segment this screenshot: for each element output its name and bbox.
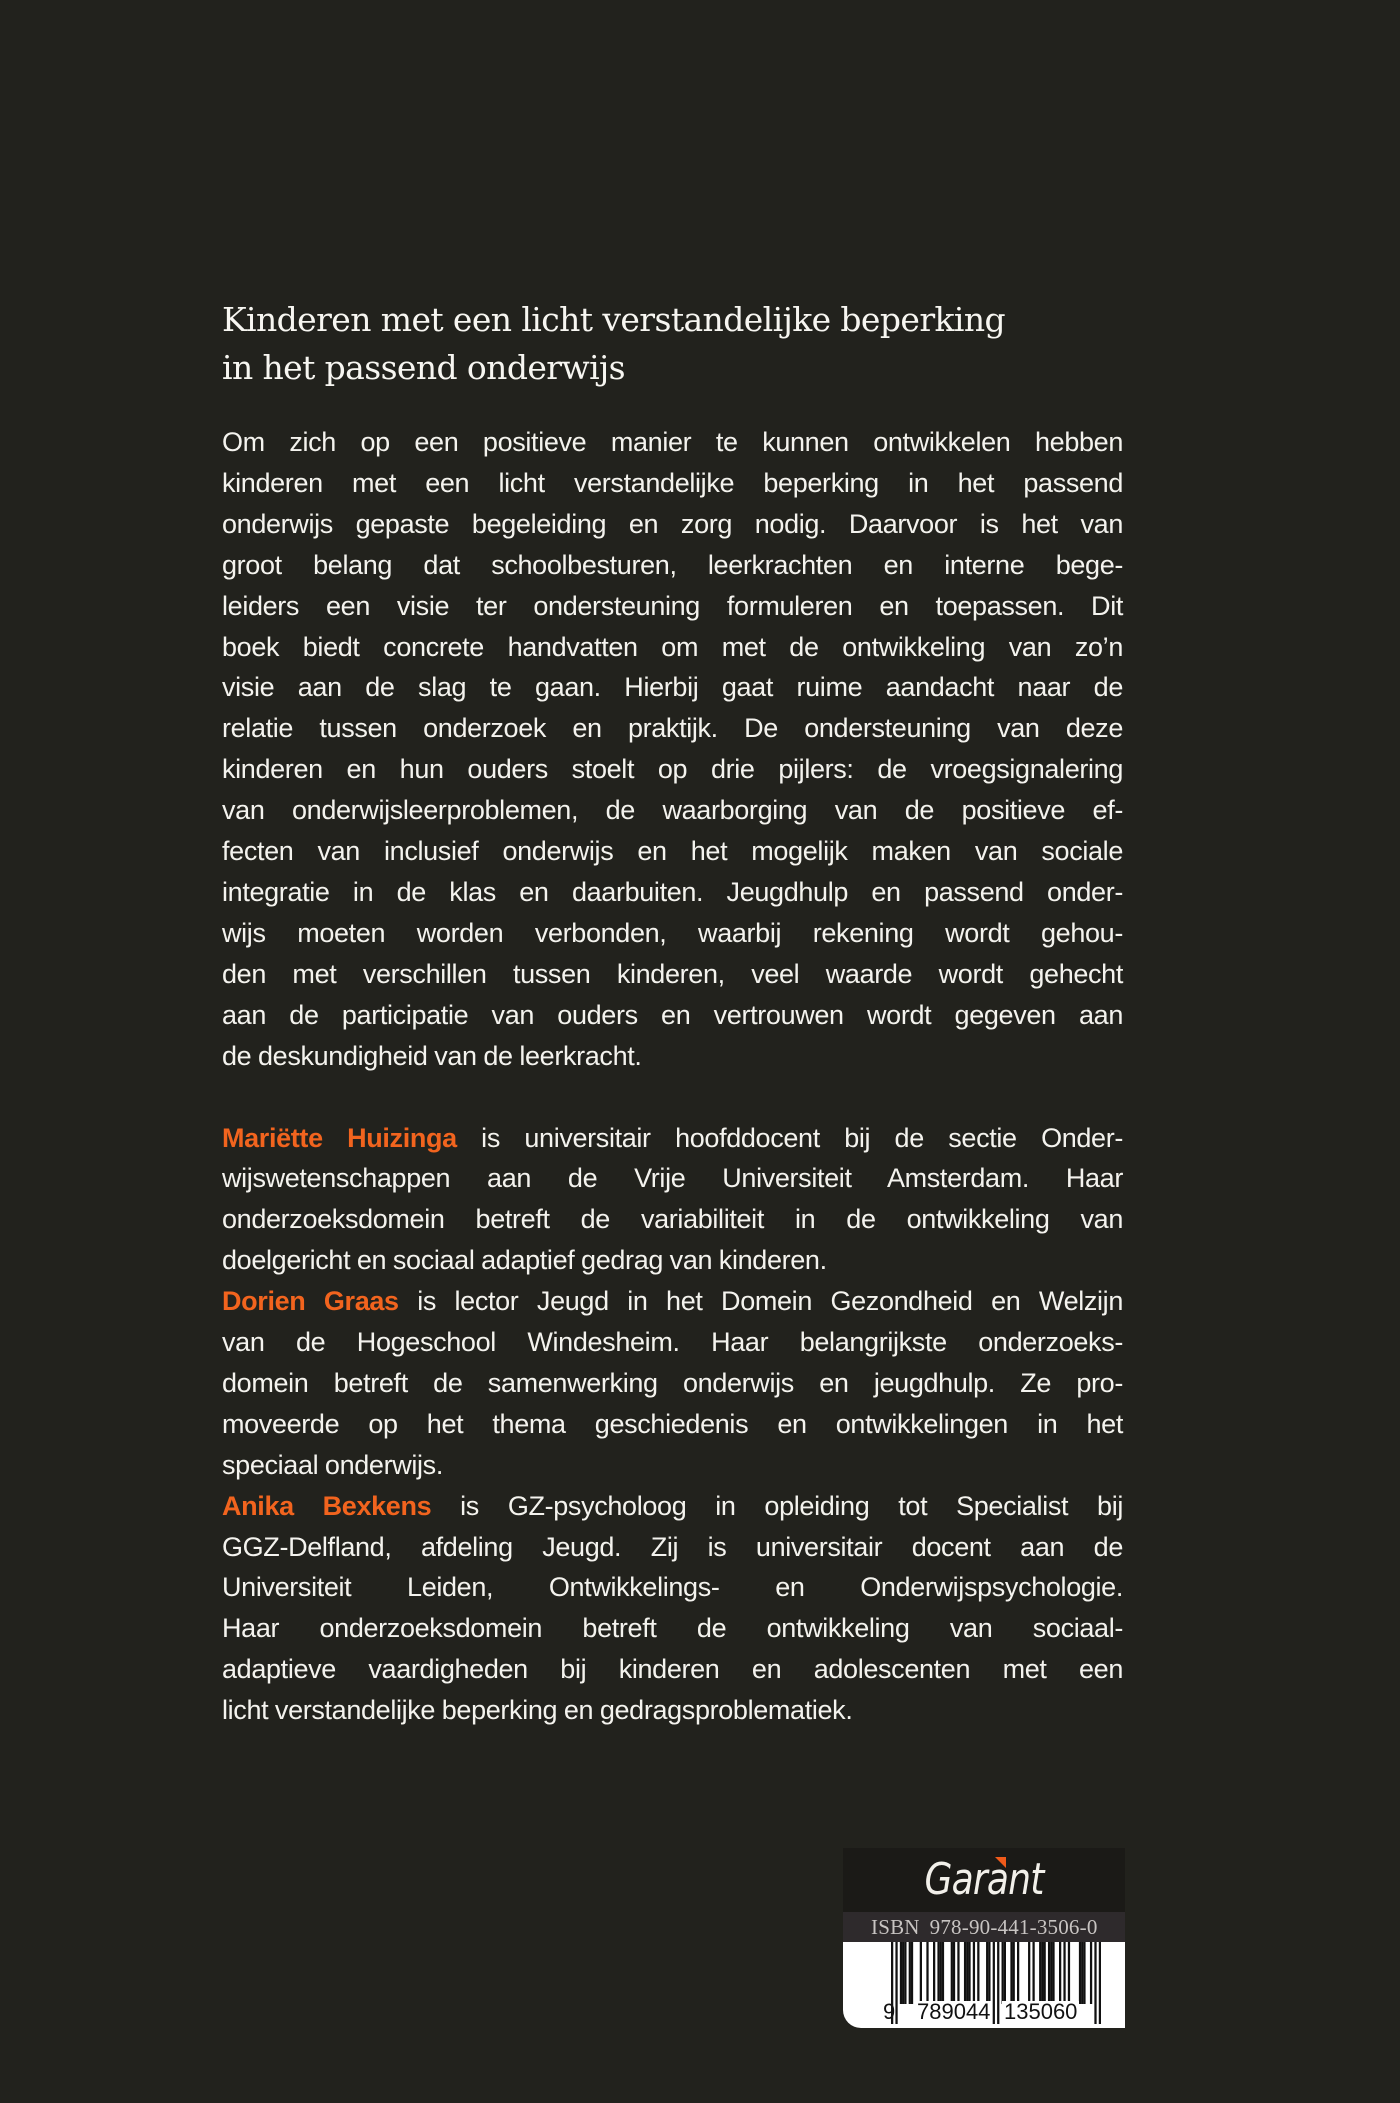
bio-text: is universitair hoofddocent bij de sectie Onder- <box>456 1122 1124 1153</box>
blurb-line: onderwijs gepaste begeleiding en zorg nodig. Daarvoor is het van <box>222 508 1123 539</box>
bio-first-line <box>222 1281 1123 1322</box>
cover-text-column <box>222 296 1123 1731</box>
blurb-line: aan de participatie van ouders en vertrouwen wordt gegeven aan <box>222 999 1123 1030</box>
blurb-line: visie aan de slag te gaan. Hierbij gaat ruime aandacht naar de <box>222 672 1123 703</box>
blurb-line: Om zich op een positieve manier te kunnen ontwikkelen hebben <box>222 427 1123 457</box>
barcode-bar <box>1017 1942 1019 2004</box>
barcode-bar <box>968 1942 970 2004</box>
barcode-bar <box>920 1942 922 2004</box>
blurb-line: groot belang dat schoolbesturen, leerkrachten en interne bege- <box>222 549 1123 580</box>
barcode-bar <box>1081 1942 1083 2004</box>
barcode-bar <box>1083 1942 1085 2004</box>
author-name: Dorien Graas <box>222 1286 399 1317</box>
bio-first-line <box>222 1486 1123 1527</box>
barcode-bar <box>1059 1942 1061 2004</box>
barcode-bar <box>904 1942 906 2004</box>
isbn-bar <box>843 1912 1125 1942</box>
bio-line: doelgericht en sociaal adaptief gedrag van kinderen. <box>222 1245 827 1276</box>
bio-line: GGZ-Delfland, afdeling Jeugd. Zij is universitair docent aan de <box>222 1531 1123 1562</box>
barcode-bar <box>933 1942 935 2004</box>
barcode-bar <box>988 1942 990 2004</box>
publisher-logo-panel <box>843 1848 1125 1912</box>
barcode-bar <box>973 1942 975 2004</box>
barcode-bar <box>1039 1942 1041 2004</box>
book-title-line: Kinderen met een licht verstandelijke beperking <box>222 300 1006 339</box>
bio-line: speciaal onderwijs. <box>222 1449 443 1480</box>
barcode-bar <box>926 1942 928 2004</box>
barcode-bar <box>940 1942 942 2004</box>
barcode-bar <box>1002 1942 1004 2004</box>
bio-line: adaptieve vaardigheden bij kinderen en adolescenten met een <box>222 1654 1123 1685</box>
barcode-bar <box>957 1942 959 2004</box>
isbn-label: ISBN <box>871 1915 920 1939</box>
book-blurb <box>222 422 1123 1077</box>
isbn-number: 978-90-441-3506-0 <box>929 1915 1098 1939</box>
barcode-bar <box>911 1942 913 2004</box>
bio-line: wijswetenschappen aan de Vrije Universiteit Amsterdam. Haar <box>222 1163 1123 1194</box>
author-bios <box>222 1118 1123 1732</box>
barcode-digit-first: 9 <box>883 1999 896 2024</box>
author-name: Mariëtte Huizinga <box>222 1122 457 1153</box>
barcode-bar <box>951 1942 953 2004</box>
barcode-bar <box>942 1942 944 2004</box>
barcode-bar <box>1048 1942 1050 2004</box>
barcode-bar <box>1041 1942 1043 2004</box>
blurb-line: wijs moeten worden verbonden, waarbij rekening wordt gehou- <box>222 917 1123 948</box>
barcode-bar <box>902 1942 904 2004</box>
barcode-bar <box>977 1942 979 2004</box>
barcode-bar <box>1028 1942 1030 2004</box>
barcode-panel <box>843 1942 1125 2028</box>
blurb-line: de deskundigheid van de leerkracht. <box>222 1040 642 1071</box>
barcode-digits-left: 789044 <box>917 1999 991 2024</box>
isbn-barcode-block <box>843 1848 1125 2028</box>
book-title-line: in het passend onderwijs <box>222 348 626 387</box>
bio-text: is lector Jeugd in het Domein Gezondheid en Welzijn <box>398 1286 1123 1317</box>
barcode-bar <box>1052 1942 1054 2004</box>
book-title <box>222 296 1123 392</box>
barcode-bar <box>1032 1942 1034 2004</box>
bio-line: van de Hogeschool Windesheim. Haar belangrijkste onderzoeks- <box>222 1327 1123 1358</box>
barcode-guard-bar <box>1099 1942 1101 2024</box>
barcode-bar <box>1010 1942 1012 2004</box>
bio-line: onderzoeksdomein betreft de variabiliteit in de ontwikkeling van <box>222 1204 1123 1235</box>
barcode-bar <box>966 1942 968 2004</box>
bio-first-line <box>222 1118 1123 1159</box>
barcode-guard-bar <box>997 1942 999 2024</box>
bio-line: Haar onderzoeksdomein betreft de ontwikkeling van sociaal- <box>222 1613 1123 1644</box>
barcode-bar <box>1050 1942 1052 2004</box>
barcode-bar <box>964 1942 966 2004</box>
bio-line: licht verstandelijke beperking en gedragsproblematiek. <box>222 1695 853 1726</box>
barcode-bar <box>953 1942 955 2004</box>
barcode-guard-bar <box>1094 1942 1096 2024</box>
blurb-line: boek biedt concrete handvatten om met de ontwikkeling van zo’n <box>222 631 1123 662</box>
bio-text: is GZ-psycholoog in opleiding tot Specialist bij <box>431 1490 1123 1521</box>
barcode-bar <box>909 1942 911 2004</box>
barcode-bar <box>986 1942 988 2004</box>
blurb-line: fecten van inclusief onderwijs en het mogelijk maken van sociale <box>222 836 1123 867</box>
author-name: Anika Bexkens <box>222 1490 432 1521</box>
barcode-bar <box>1090 1942 1092 2004</box>
barcode-bar <box>937 1942 939 2004</box>
blurb-line: integratie in de klas en daarbuiten. Jeugdhulp en passend onder- <box>222 876 1123 907</box>
barcode-digits-right: 135060 <box>1004 1999 1078 2024</box>
barcode-bar <box>1068 1942 1070 2004</box>
blurb-line: relatie tussen onderzoek en praktijk. De ondersteuning van deze <box>222 713 1123 744</box>
logo-accent-triangle-icon <box>995 1857 1006 1868</box>
author-bio <box>222 1118 1123 1282</box>
bio-line: Universiteit Leiden, Ontwikkelings- en Onderwijspsychologie. <box>222 1572 1123 1603</box>
blurb-line: kinderen met een licht verstandelijke beperking in het passend <box>222 467 1123 498</box>
bio-line: domein betreft de samenwerking onderwijs en jeugdhulp. Ze pro- <box>222 1367 1123 1398</box>
barcode-bar <box>900 1942 902 2004</box>
barcode-bar <box>1044 1942 1046 2004</box>
author-bio <box>222 1281 1123 1486</box>
barcode-bar <box>1079 1942 1081 2004</box>
barcode-guard-bar <box>895 1942 897 2024</box>
publisher-logo: Garant <box>924 1854 1044 1905</box>
bio-line: moveerde op het thema geschiedenis en ontwikkelingen in het <box>222 1408 1123 1439</box>
blurb-line: kinderen en hun ouders stoelt op drie pijlers: de vroegsignalering <box>222 754 1123 785</box>
barcode-bar <box>1063 1942 1065 2004</box>
blurb-line: van onderwijsleerproblemen, de waarborging van de positieve ef- <box>222 795 1123 826</box>
barcode-guard-bar <box>993 1942 995 2024</box>
isbn <box>871 1915 1098 1940</box>
barcode-bar <box>1013 1942 1015 2004</box>
barcode-bar <box>1004 1942 1006 2004</box>
blurb-line: leiders een visie ter ondersteuning formuleren en toepassen. Dit <box>222 590 1123 621</box>
blurb-line: den met verschillen tussen kinderen, veel waarde wordt gehecht <box>222 958 1123 989</box>
author-bio <box>222 1486 1123 1731</box>
